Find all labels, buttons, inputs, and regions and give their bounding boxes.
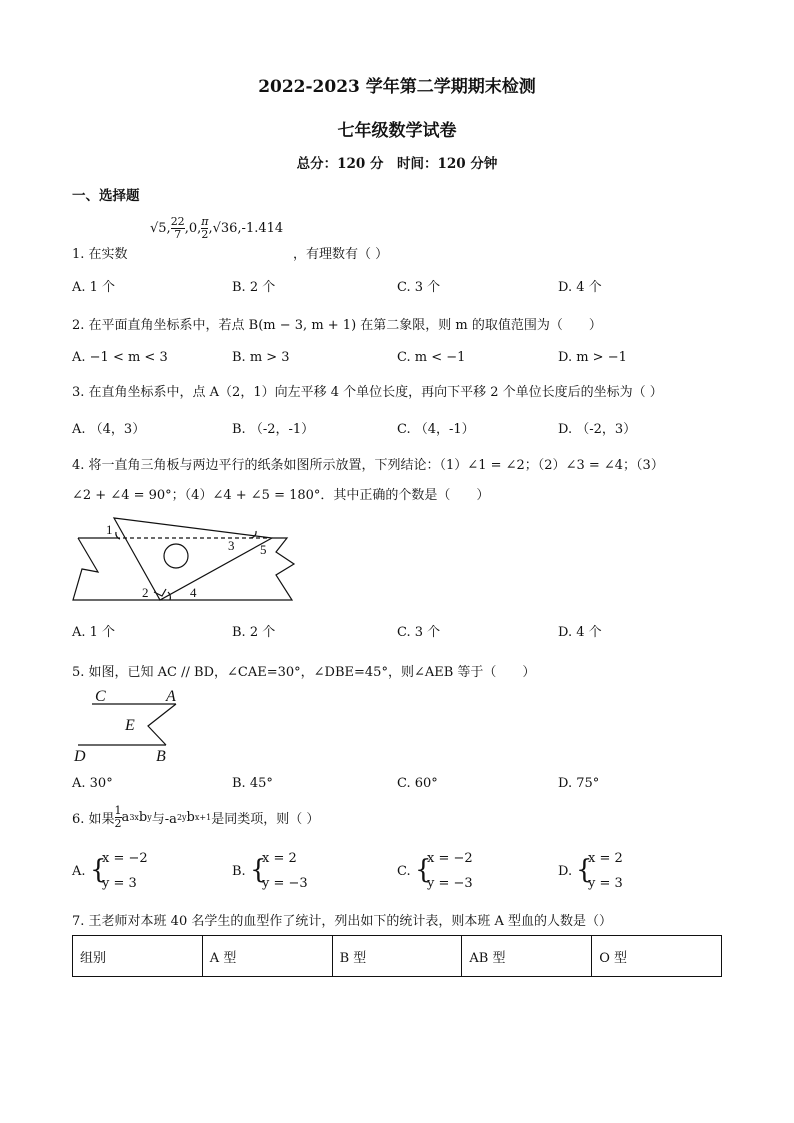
exam-title: 2022-2023 学年第二学期期末检测 [258,77,536,97]
question-5-stem: 5. 如图，已知 AC // BD，∠CAE=30°，∠DBE=45°，则∠AEB 等于（ ） [72,665,536,680]
coef-den: 2 [114,817,122,830]
q2-option-c[interactable]: C. m < −1 [397,350,466,365]
q2-option-a[interactable]: A. −1 < m < 3 [72,350,168,365]
label-5: 5 [260,542,267,557]
q5-option-b[interactable]: B. 45° [232,776,273,791]
q6-c-eq2: y = −3 [427,876,473,891]
label-C: C [95,688,106,705]
q6-d-label: D. [558,864,573,879]
q4-option-a[interactable]: A. 1 个 [72,625,116,640]
question-4-stem-line1: 4. 将一直角三角板与两边平行的纸条如图所示放置，下列结论：（1）∠1 = ∠2；（2）∠3 = ∠4；（3） [72,458,664,473]
q5-option-d[interactable]: D. 75° [558,776,600,791]
q6-term2-sup: 2y [176,813,187,822]
q6-term2b-sup: x+1 [194,813,212,822]
q6-b-eq1: x = 2 [262,851,297,866]
q3-option-b[interactable]: B. （-2，-1） [232,422,315,437]
q3-option-d[interactable]: D. （-2，3） [558,422,637,437]
label-1: 1 [106,522,113,537]
q6-a-brace: { [90,855,107,885]
pi-den: 2 [201,228,209,241]
q6-d-eq1: x = 2 [588,851,623,866]
q6-c-label: C. [397,864,411,879]
exam-subtitle: 七年级数学试卷 [337,121,457,141]
label-2: 2 [142,585,149,600]
line-aeb [148,704,176,745]
q6-c-eq1: x = −2 [427,851,473,866]
section-heading: 一、选择题 [72,188,140,204]
q6-a-eq2: y = 3 [102,876,137,891]
exam-meta: 总分：120 分 时间：120 分钟 [296,156,498,172]
question-7-stem: 7. 王老师对本班 40 名学生的血型作了统计，列出如下的统计表，则本班 A 型血的人数是（） [72,914,612,929]
label-3: 3 [228,538,235,553]
label-4: 4 [190,585,197,600]
q6-b-brace: { [250,855,267,885]
pi-num: π [201,215,209,228]
q6-b-eq2: y = −3 [262,876,308,891]
q6-option-b[interactable] [232,846,322,894]
frac-den: 7 [171,228,185,241]
q4-option-d[interactable]: D. 4 个 [558,625,602,640]
table-header-o: O 型 [592,936,722,977]
question-1-stem-post: ，有理数有（ ） [293,247,389,262]
q6-term1b-sup: y [147,813,152,822]
table-header-b: B 型 [332,936,462,977]
table-row [73,936,722,977]
question-2-stem: 2. 在平面直角坐标系中，若点 B(m − 3, m + 1) 在第二象限，则 m 的取值范围为（ ） [72,318,602,333]
q6-term1b: b [138,810,148,825]
set-mid: ,0, [184,221,202,236]
q6-option-a[interactable] [72,846,162,894]
q2-option-b[interactable]: B. m > 3 [232,350,290,365]
label-D: D [74,748,86,765]
q6-option-d[interactable] [558,846,648,894]
label-E: E [125,717,135,734]
set-tail: ,√36,-1.414 [208,221,284,236]
label-B: B [156,748,166,765]
q6-option-c[interactable] [397,846,487,894]
q6-d-eq2: y = 3 [588,876,623,891]
coef-num: 1 [114,804,122,817]
table-header-group: 组别 [73,936,203,977]
frac-num: 22 [170,215,185,228]
label-A: A [166,688,176,705]
table-header-a: A 型 [202,936,332,977]
angle-3-arc [250,531,256,538]
q1-option-a[interactable]: A. 1 个 [72,280,116,295]
question-1-number-set [150,216,283,241]
q1-option-b[interactable]: B. 2 个 [232,280,276,295]
q6-pre: 6. 如果 [72,812,115,827]
q3-option-a[interactable]: A. （4，3） [72,422,146,437]
strip-right-edge [185,538,294,600]
q4-option-b[interactable]: B. 2 个 [232,625,276,640]
q4-figure [70,512,300,607]
q6-coef [115,805,122,830]
question-4-stem-line2: ∠2 + ∠4 = 90°；（4）∠4 + ∠5 = 180°．其中正确的个数是（ ） [72,488,490,503]
q6-a-label: A. [72,864,86,879]
blood-type-table [72,935,722,977]
ruler-hole [164,544,188,568]
sqrt5: √5, [150,221,171,236]
right-angle-mark [154,589,166,596]
q6-term1-sup: 3x [129,813,139,822]
question-1-stem-pre: 1. 在实数 [72,247,128,262]
q6-b-label: B. [232,864,246,879]
q6-c-brace: { [415,855,432,885]
q1-option-c[interactable]: C. 3 个 [397,280,441,295]
question-3-stem: 3. 在直角坐标系中，点 A（2，1）向左平移 4 个单位长度，再向下平移 2 个单位长度后的坐标为（ ） [72,385,663,400]
q1-option-d[interactable]: D. 4 个 [558,280,602,295]
q6-term2b: b [186,810,195,825]
table-header-ab: AB 型 [462,936,592,977]
q6-d-brace: { [576,855,593,885]
q6-a-eq1: x = −2 [102,851,148,866]
q2-option-d[interactable]: D. m > −1 [558,350,627,365]
fraction-22-7 [171,216,185,241]
q6-post: 是同类项，则（ ） [211,812,320,827]
q3-option-c[interactable]: C. （4，-1） [397,422,475,437]
question-6-stem [72,805,319,830]
q4-option-c[interactable]: C. 3 个 [397,625,441,640]
q5-option-a[interactable]: A. 30° [72,776,113,791]
q5-figure [70,684,190,768]
q6-mid: 与-a [151,812,177,827]
q5-option-c[interactable]: C. 60° [397,776,438,791]
q6-term1: a [121,810,130,825]
